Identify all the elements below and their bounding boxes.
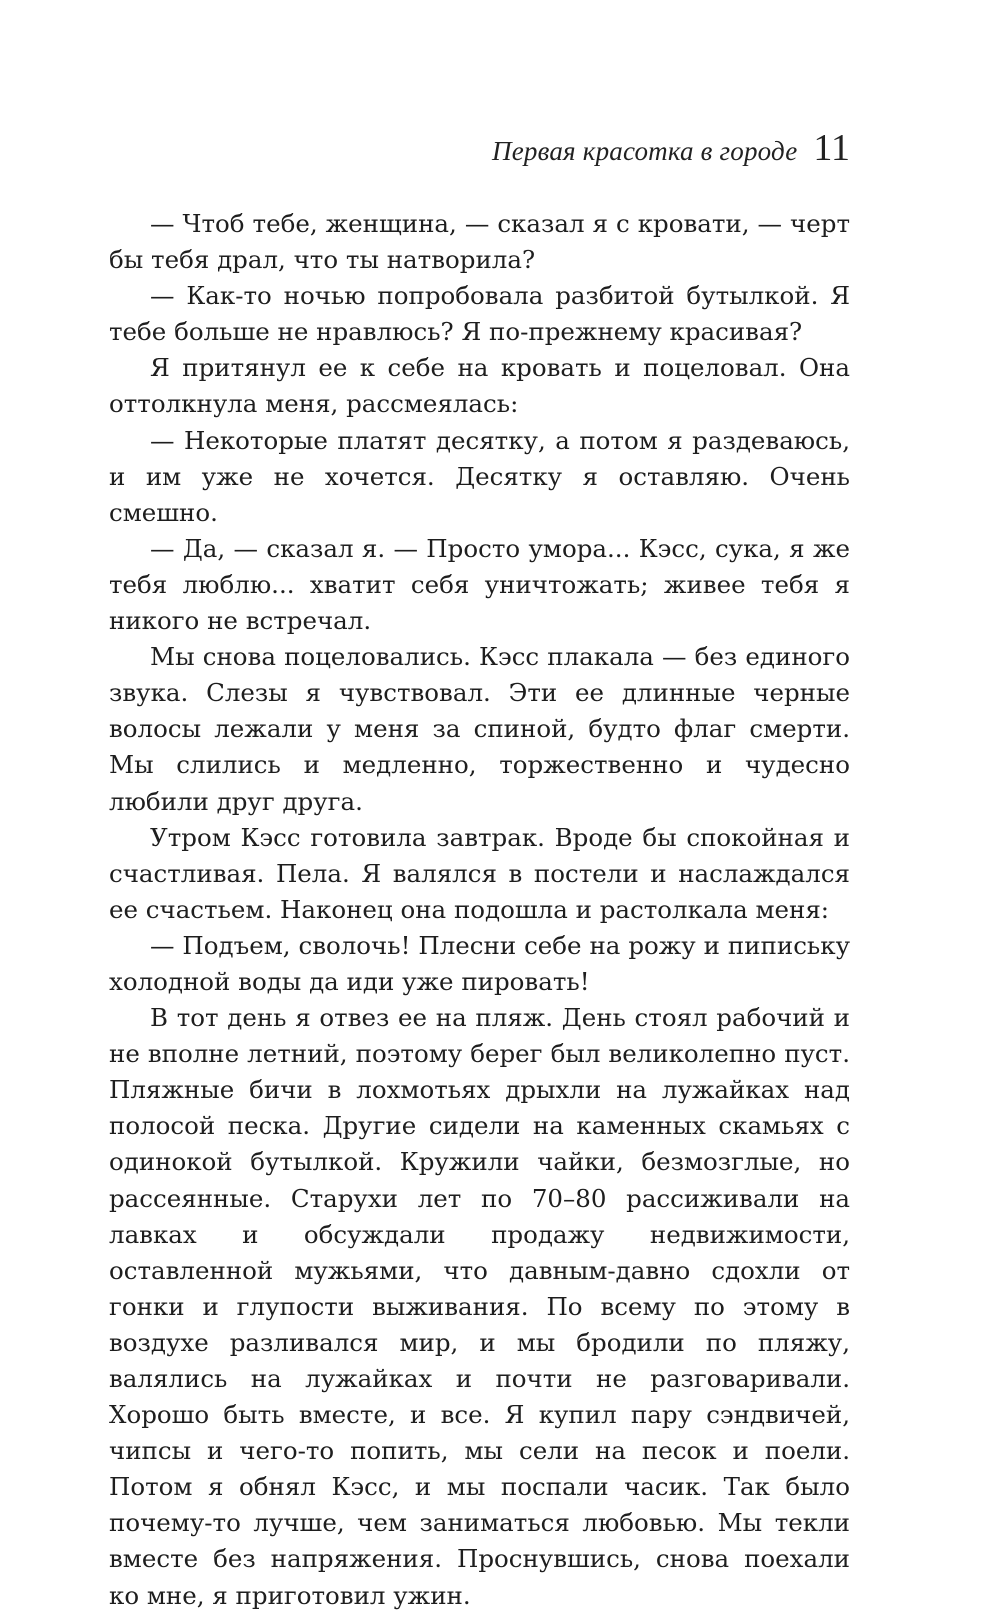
running-header [400, 126, 850, 170]
paragraph: — Некоторые платят десятку, а потом я раздеваюсь, и им уже не хочется. Десятку я оставляю. Очень смешно. [109, 425, 850, 527]
paragraph: — Чтоб тебе, женщина, — сказал я с кровати, — черт бы тебя драл, что ты натворила? [109, 209, 850, 275]
body-text [109, 206, 850, 1614]
page-number: 11 [813, 127, 850, 169]
running-title: Первая красотка в городе [492, 136, 798, 166]
paragraph: — Подъем, сволочь! Плесни себе на рожу и пипиську холодной воды да иди уже пировать! [109, 930, 850, 996]
paragraph: Мы снова поцеловались. Кэсс плакала — без единого звука. Слезы я чувствовал. Эти ее длинные черные волосы лежали у меня за спиной, будто флаг смерти. Мы слились и медленно, торжественно и чудесно любили друг друга. [109, 642, 850, 816]
paragraph: — Да, — сказал я. — Просто умора... Кэсс, сука, я же тебя люблю... хватит себя уничтожать; живее тебя я никого не встречал. [109, 533, 850, 636]
paragraph: Я притянул ее к себе на кровать и поцеловал. Она оттолкнула меня, рассмеялась: [109, 353, 850, 419]
paragraph: — Как-то ночью попробовала разбитой бутылкой. Я тебе больше не нравлюсь? Я по-прежнему красивая? [109, 281, 850, 347]
paragraph: Утром Кэсс готовила завтрак. Вроде бы спокойная и счастливая. Пела. Я валялся в постели и наслаждался ее счастьем. Наконец она подошла и растолкала меня: [109, 822, 850, 924]
paragraph: В тот день я отвез ее на пляж. День стоял рабочий и не вполне летний, поэтому берег был великолепно пуст. Пляжные бичи в лохмотьях дрыхли на лужайках над полосой песка. Другие сидели на каменных скамьях с одинокой бутылкой. Кружили чайки, безмозглые, но рассеянные. Старухи лет по 70–80 рассиживали на лавках и обсуждали продажу недвижимости, оставленной мужьями, что давным-давно сдохли от гонки и глупости выживания. По всему по этому в воздухе разливался мир, и мы бродили по пляжу, валялись на лужайках и почти не разговаривали. Хорошо быть вместе, и все. Я купил пару сэндвичей, чипсы и чего-то попить, мы сели на песок и поели. Потом я обнял Кэсс, и мы поспали часик. Так было почему-то лучше, чем заниматься любовью. Мы текли вместе без напряжения. Проснувшись, снова поехали ко мне, я приготовил ужин. [109, 1003, 850, 1610]
